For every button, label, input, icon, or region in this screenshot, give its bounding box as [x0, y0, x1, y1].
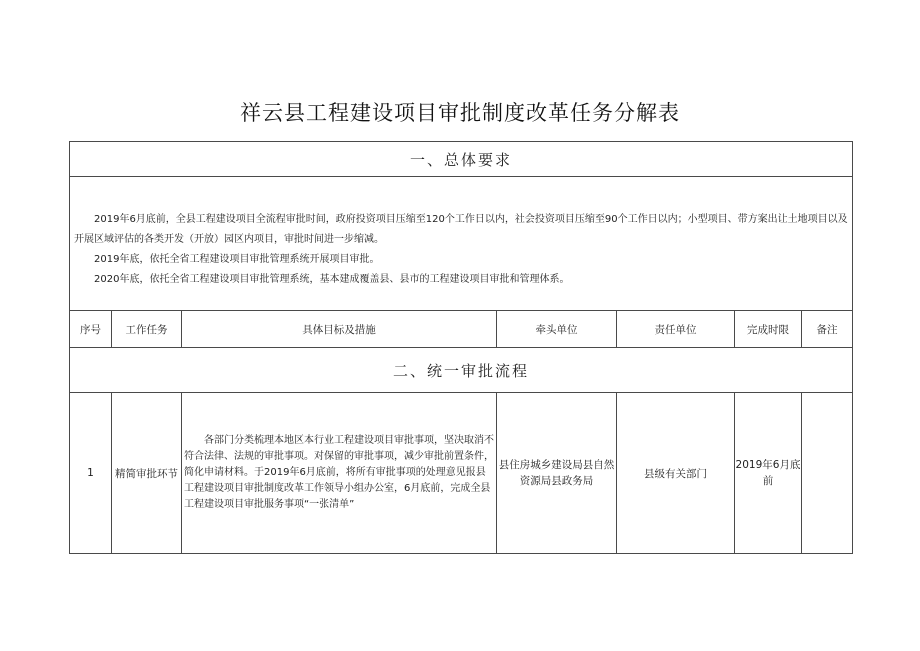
row-no: 1	[70, 393, 112, 554]
row-measures	[182, 393, 497, 554]
section1-heading: 一、总体要求	[70, 142, 853, 177]
row-lead: 县住房城乡建设局县自然资源局县政务局	[497, 393, 617, 554]
task-table	[69, 141, 853, 554]
row-deadline: 2019年6月底前	[735, 393, 802, 554]
header-measures: 具体目标及措施	[182, 311, 497, 348]
row-measures-text: 各部门分类梳理本地区本行业工程建设项目审批事项，坚决取消不符合法律、法规的审批事项。对保留的审批事项，减少审批前置条件，简化申请材料。于2019年6月底前，将所有审批事项的处理意见报县工程建设项目审批制度改革工作领导小组办公室，6月底前，完成全县工程建设项目审批服务事项“一张清单”	[184, 435, 494, 510]
header-deadline: 完成时限	[735, 311, 802, 348]
overview-paragraph: 2019年底，依托全省工程建设项目审批管理系统开展项目审批。	[94, 254, 380, 265]
header-no: 序号	[70, 311, 112, 348]
document-title: 祥云县工程建设项目审批制度改革任务分解表	[240, 101, 680, 125]
header-responsible: 责任单位	[617, 311, 735, 348]
row-note	[802, 393, 853, 554]
header-lead: 牵头单位	[497, 311, 617, 348]
overview-paragraph: 2020年底，依托全省工程建设项目审批管理系统，基本建成覆盖县、县市的工程建设项目审批和管理体系。	[94, 274, 570, 285]
table-row	[70, 393, 853, 554]
overview-paragraph: 2019年6月底前，全县工程建设项目全流程审批时间，政府投资项目压缩至120个工作日以内，社会投资项目压缩至90个工作日以内；小型项目、带方案出让土地项目以及开展区域评估的各类开发（开放）园区内项目，审批时间进一步缩减。	[74, 214, 848, 245]
section1-overview	[70, 177, 853, 311]
row-task: 精简审批环节	[112, 393, 182, 554]
row-responsible: 县级有关部门	[617, 393, 735, 554]
header-note: 备注	[802, 311, 853, 348]
table-header-row	[70, 311, 853, 348]
section2-heading: 二、统一审批流程	[70, 348, 853, 393]
header-task: 工作任务	[112, 311, 182, 348]
task-table-sheet	[69, 141, 852, 554]
